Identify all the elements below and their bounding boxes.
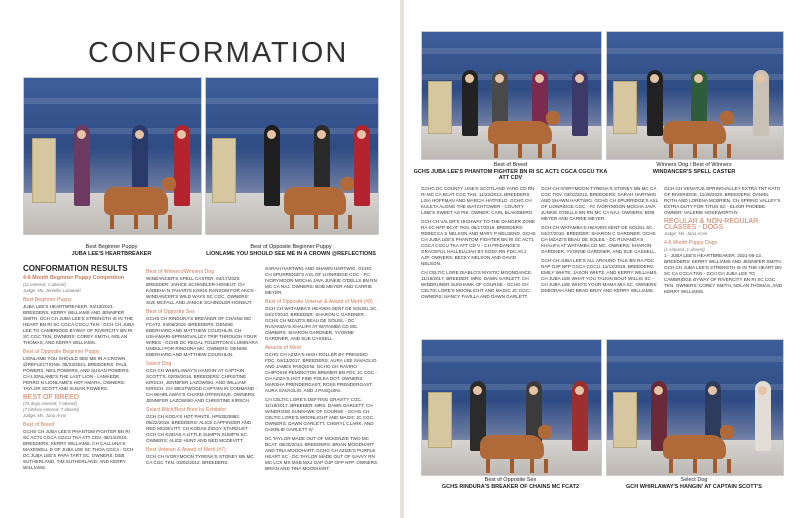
section-title: BEST OF BREED	[23, 394, 79, 401]
caption-dog-name: GCHS JUBA LEE'S PHANTOM FIGHTER BN RI SC ACT1 CGCA CGCU TKA ATT CDV	[413, 168, 608, 181]
section-title: REGULAR & NON-REGULAR CLASSES - DOGS	[664, 218, 759, 231]
result-entry: DC TAYLOR MADE OUT OF MCKENZIE TWO MC BCAT. 08/20/2014. BREEDERS: BRIAN MOODHART AND TINA MOODHART. GCHG CH AZIZE'S PURPLE HEART SC - DC TAYLOR MADE OUT OF SAVVY RN MC LCX MX MXB MXJ OAP OJP OFP NFP. OWNERS: BRIAN AND TINA MOODHART.	[265, 436, 379, 471]
results-column-6	[664, 186, 782, 298]
result-entry: CH CELTIC LORE DIABLO'S MYSTIC MOONDANCE. 11/19/2017. BREEDER: MRS. DAWN GARLETT. CH WINDRUNER SUNHAWK OF COURSE - GCHG CH CELTIC LORE'S MOONLIGHT AND MAGIC JC CGC. OWNERS: NANCY FAVILLA AND DAWN GARLETT.	[421, 270, 533, 299]
award-heading: Best of Winners/Winners Dog	[146, 269, 215, 275]
photo-select-dog	[606, 339, 784, 476]
result-entry: GCH CH JUBA LEE'S ALL AROUND TALK BN RA FDC NAP OJP NFP CGCA CGCU. 11/12/2019. BREEDERS: EMILY WHITE, JASON WHITE, AND KERRY WILLIAMS. CH JUBA LEE WHAT YOU TALKIN BOUT WILLIS SC - CH JUBA LEE WHO'S YOUR MAMA MIA SC. OWNERS: DEBORAH AND BRAD BRAY AND KERRY WILLIAMS.	[541, 258, 658, 293]
award-heading: Best of Opposite Beginner Puppy	[23, 349, 100, 355]
result-entry: GCH CH IVORYMOON TYRENA'S STONEY BN MC CA CGC TKN. 03/02/2012. BREEDERS: SARAH HARTWIG AND SHAWN HARTWIG. GCHG CH SPURRIDGE'S AXL OF LIONRIDGE CGC - FC IVORYMOON MOCHA JAVA JUNKIE O'DELLS BN RN MC CA NAJ. OWNERS: BOB MEYER AND CARRIE MEYER.	[541, 186, 659, 221]
photo-winners-dog	[606, 31, 784, 160]
caption-best-of-opposite-sex	[421, 477, 600, 490]
caption-line: Winners Dog / Best of Winners	[656, 162, 732, 168]
result-entry: WINDANCER'S SPELL CASTER. 04/17/2020. BREEDER: JANICE SCHINDLER-HONEUT. CH KAIBEHA N TAHARI'S KINGS RANSOM FOR AKGS - WINDANCER'S WILD WAYS SC CGC. OWNERS: SUE MCFALL AND JANICE SCHINDLER-HONEUT.	[146, 276, 257, 305]
result-entry: LIONLAME YOU SHOULD SEE ME IN A CROWN @REFLECTIONS. 05/23/2021. BREEDERS: PAUL POWERS, NEIL POWERS, AND SUSAN POWERS. CH LIONLAME'S THE LAST LION - LAMAEDE PERRO N LIONLAME'S HOT AMARA. OWNERS: TAYLOR SCOTT AND SUSAN POWERS.	[23, 356, 130, 391]
result-entry: SARAH HARTWIG AND SHAWN HARTWIG. GCHG CH SPURRIDGE'S AXL OF LIONRIDGE CGC - FC IVORYMOON MOCHA JAVA JUNKIE O'DELLS BN RN MC CA NAJ. OWNERS: BOB MEYER AND CARRIE MEYER.	[265, 266, 377, 295]
award-heading: Awards of Merit	[265, 345, 301, 351]
entry-note: (11 entered, 1 absent)	[23, 282, 66, 287]
result-entry: GCH CH WATAMBA'S HEAVEN SENT DE SOLEIL SC. 04/27/2010. BREEDER: SHARON C GARDNER. GCHS CH MZAZI'S BEAU DE SOLEIL - DC RUVANDA'S KHALIFA AT WATAMBA CD MC. OWNERS: SHARON GARDNER, YVONNE GARDNER, AND SUE CASSELL.	[265, 306, 378, 341]
result-entry: CH CELTIC LORE'S DEFYING GRAVITY CGC. 11/19/2017. BREEDER: MRS. DAWN GARLETT. CH WINDROSE SUNHAWK OF COURSE - GCHG CH CELTIC LORE'S MOONLIGHT AND MAGIC JC CGC. OWNERS: DAWN GARLETT, CHERYL CLARK, AND CHARLIE GARLETT IV.	[265, 397, 375, 432]
award-heading: Best of Opposite Sex	[146, 309, 195, 315]
photo-best-of-breed	[421, 31, 602, 160]
result-entry: GCH CH WHIRLAWAY'S HANGIN' AT CAPTAIN SCOTT'S. 02/05/2016. BREEDERS: CHRISTINE KIRSCH, JENNIFER LAZOWSKI, AND WILLIAM KIRSCH. CH WESTWOOD CAPTAIN IN COMMAND - CH WHIRLAWAY'S CHARM OFFENSIVE. OWNERS: JENNIFER LAZOWSKI AND CHRISTINE KIRSCH.	[146, 368, 257, 403]
caption-line: Best of Breed	[493, 162, 528, 168]
result-entry: GCHS CH JUBA LEE'S PHANTOM FIGHTER BN RI SC ACT1 CGCA CGCU TKA ATT CDV. 08/14/2016. BREEDERS: KERRY WILLIAMS. CH CALLUNA'S MAXEWELL D OF JUBA LEE SC THOA CGCA - GCH DC JUBA LEE'S PAPA TART SC. OWNERS: DEB SUTHERLAND, TIM SUTHERLAND, AND KERRY WILLIAMS.	[23, 429, 134, 470]
result-entry: JUBA LEE'S HEARTBREAKER. 04/13/2021. BREEDERS: KERRY WILLIAMS AND JENNIFER SMITH. GCH CH JUBA LEE'S STRENGTH IS IN THE HEART BN RI SC CGCA CGCU TKN - GCH CH JUBA LEE TO CAMBRIDGE BYWAY OF RIVERCITY BN RI SC CGC TKN. OWNERS: COREY SMITH, NOLAN THOMAS, AND KERRY WILLIAMS.	[23, 304, 135, 345]
caption-dog-name: JUBA LEE'S HEARTBREAKER	[71, 250, 152, 257]
photo-best-opposite-beginner-puppy	[205, 77, 379, 235]
photo-best-of-opposite-sex	[421, 339, 602, 476]
result-entry: GCH CH VENATUS SPRINGVALLEY EXTRA TNT KATO OF RIVERIDGE. 11/28/2020. BREEDERS: DANIEL ROTH AND LORENA MCBRIEN. CH SPRING VALLEY'S EXTRA DUTY FOR TITUS SC - ELIXIR PHOEBE. OWNER: VALERIE NOSEWORTHY.	[664, 186, 781, 215]
caption-best-beginner-puppy	[23, 244, 200, 257]
result-entry: GCH CH VALOR'S HIGHWAY TO THE DANGER ZONE RA SC NFP BCAT TKN. 06/17/2019. BREEDERS: REBECCA S NELSON AND MARY P NELSEND. GCHS CH JUBA LEE'S PHANTOM FIGHTER BN RI SC ACT1 CGCA CGCU TKA ATT CD V - CH FRIDANGE'S GRACEFUL HALLELUJAH BY KODA RN FDC ACJ AJP. OWNERS: BECKY NELSON AND DAVID NELSON.	[421, 219, 536, 266]
photo-best-beginner-puppy	[23, 77, 202, 235]
page-spine	[400, 0, 404, 518]
judge-note: Judge: Ms. Jana Arvin	[23, 413, 67, 418]
award-heading: Select Bitch/Best Bred by Exhibitor	[146, 407, 227, 413]
result-entry: GCH CH IVORYMOON TYRENA'S STONEY BN MC CA CGC TKN. 03/02/2012. BREEDERS:	[146, 454, 254, 465]
section-title: 4-6 Month Beginner Puppy Competition	[23, 275, 125, 281]
caption-line: Best Beginner Puppy	[85, 244, 138, 250]
result-entry: GCH CH WATAMBA'S HEAVEN SENT DE SOLEIL SC. 04/27/2010. BREEDER: SHARON C GARDNER. GCHS CH MZAZI'S BEAU DE SOLEIL - DC RUVANDA'S KHALIFA AT WATAMBA CD MC. OWNERS: SHARON GARDNER, YVONNE GARDNER, AND SUE CASSELL.	[541, 225, 657, 254]
entry-note: (1 entered, 1 absent)	[664, 247, 705, 252]
results-column-1	[23, 266, 136, 474]
caption-dog-name: GCH WHIRLAWAY'S HANGIN' AT CAPTAIN SCOTT'S	[626, 483, 762, 490]
award-heading: Best Beginner Puppy	[23, 297, 72, 303]
caption-line: Select Dog	[680, 477, 708, 483]
judge-note: Judge: Ms. Jennifer Lazowski	[23, 288, 81, 293]
award-heading: Best of Breed	[23, 422, 55, 428]
entry-note: (74 dogs entered, 7 absent)	[23, 401, 77, 406]
caption-best-of-breed	[413, 162, 608, 182]
award-heading: Best Veteran & Award of Merit (#7)	[146, 447, 226, 453]
entry-note: (7 bitches entered, 7 absent)	[23, 407, 79, 412]
award-heading: Select Dog	[146, 361, 172, 367]
results-column-4	[421, 186, 536, 303]
award-heading: 4-6 Month Puppy Dogs	[664, 240, 718, 246]
caption-dog-name: LIONLAME YOU SHOULD SEE ME IN A CROWN @REFLECTIONS	[206, 250, 376, 257]
caption-best-opposite-beginner-puppy	[205, 244, 377, 257]
result-entry: 1 - JUBA LEE'S HEARTBREAKER. 2021-06-13. BREEDERS: KERRY WILLIAMS AND JENNIFER SMITH. GCH CH JUBA LEE'S STRENGTH IS IN THE HEART BN SC CA CGCA TKN - GCH CH JUBA LEE TO CAMBRIDGE BYWAY OF RIVERCITY BN RI SC CGC TKN. OWNERS: COREY SMITH, NOLAN THOMAS, AND KERRY WILLIAMS.	[664, 253, 783, 294]
caption-line: Best of Opposite Sex	[484, 477, 537, 483]
result-entry: GCHG DC COUNTY LINE'S SCOTLAND YARD CD RN RI MC CA BCAT CGC TKN. 11/23/2013. BREEDERS: LISA HOFFMAN AND MARCIA HATFIELD. GCHG CH KULETA ALONG THE WATCHTOWER - COUNTY LINE'S SWEET AS PIE. OWNER: CARL BLAKEBERG.	[421, 186, 535, 215]
result-entry: GCHG CH AZIZA'S HIGH ROLLER BY PRESIDIO FDC. 04/13/2017. BREEDERS: AURA LEE SAVAGLIO AND JAMES PASQUINI. GCHG CH RAVIRO CHIPOSHI REMINGTON BREMER BN FDC JC CGC - CH AZIZA'S HOT FINE POLKA DOT. OWNERS: MARSHA PRENDERGAST, ROSS PRENDERGAST, AURA SAVAGLIO, AND J PASQUINI.	[265, 352, 377, 393]
caption-dog-name: GCHS RINDURA'S BREAKER OF CHAINS MC FCAT2	[441, 483, 580, 490]
caption-dog-name: WINDANCER'S SPELL CASTER	[652, 168, 736, 175]
award-heading: Best of Opposite Veteran & Award of Merit (#8)	[265, 299, 373, 305]
caption-select-dog	[606, 477, 782, 490]
page-title: CONFORMATION	[88, 37, 349, 70]
result-entry: GCHS CH RINDURA'S BREAKER OF CHAINS MC FCAT2. 04/06/2016. BREEDERS: DENISE EBERHARD AND MATTHEW COUGHLIN. CH USHAMARI-SPRINGVALLEY TRIP THROUGH YOUR WIRES - GCHB DC REGAL TOLERTON'S LUMINARA UNDULI FOR RINDURA MC. OWNERS: DENISE EBERHARD AND MATTHEW COUGHLIN.	[146, 316, 258, 357]
caption-winners-dog	[606, 162, 782, 175]
caption-line: Best of Opposite Beginner Puppy	[250, 244, 332, 250]
results-column-5	[541, 186, 659, 297]
results-column-2	[146, 266, 258, 469]
judge-note: Judge: Ms. Jana Arvin	[664, 231, 708, 236]
results-heading: CONFORMATION RESULTS	[23, 264, 128, 273]
result-entry: GCH CH KODA'S HOT PANTS. HP53525962. 05/22/2018. BREEDERS: ALICE CAPFINGER AND NED MCDEVITT. CH KODAS ZIGGY STARDUST - GCH CH KODAS A LITTLE SUMP'N SUMP'N SC. OWNERS: ALICE HUNT AND NED MCDEVITT.	[146, 414, 252, 443]
results-column-3	[265, 266, 379, 475]
